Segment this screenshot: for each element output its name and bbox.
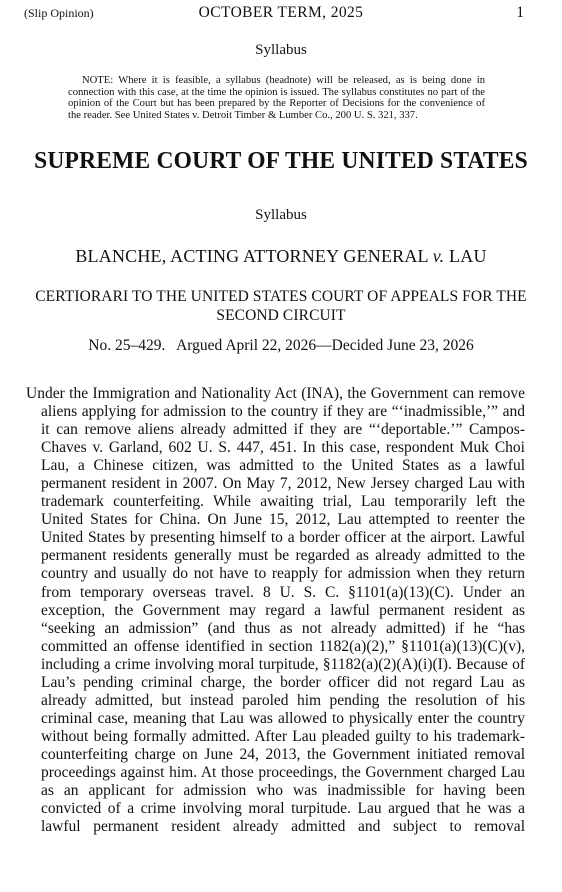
court-title: SUPREME COURT OF THE UNITED STATES [34,147,528,174]
caption-versus: v. [432,246,445,266]
caption-petitioner: BLANCHE, ACTING ATTORNEY GENERAL [75,246,429,266]
certiorari-line: CERTIORARI TO THE UNITED STATES COURT OF APPEALS FOR THE SECOND CIRCUIT [35,288,527,324]
case-caption [0,246,562,267]
syllabus-paragraph: Under the Immigration and Nationality Act (INA), the Government can remove aliens applying for admission to the country if they are “‘inadmissible,’” and it can remove aliens already admitted if they are “‘deportable.’” Campos-Chaves v. Garland, 602 U. S. 447, 451. In this case, respondent Muk Choi Lau, a Chinese citizen, was admitted to the United States as a lawful permanent resident in 2007. On May 7, 2012, New Jersey charged Lau with trademark counterfeiting. While awaiting trial, Lau temporarily left the United States for China. On June 15, 2012, Lau attempted to reenter the United States by presenting himself to a border officer at the airport. Lawful permanent residents generally must be regarded as already admitted to the country and usually do not have to reapply for admission when they return from temporary overseas travel. 8 U. S. C. §1101(a)(13)(C). Under an exception, the Government may regard a lawful permanent resident as “seeking an admission” (and thus as not already admitted) if he “has committed an offense identified in section 1182(a)(2),” §1101(a)(13)(C)(v), including a crime involving moral turpitude, §1182(a)(2)(A)(i)(I). Because of Lau’s pending criminal charge, the border officer did not regard Lau as already admitted, but instead paroled him pending the resolution of his criminal case, meaning that Lau was allowed to physically enter the country without being formally admitted. After Lau pleaded guilty to his trademark-counterfeiting charge on June 24, 2013, the Government initiated removal proceedings against him. At those proceedings, the Government charged Lau as an applicant for admission who was inadmissible for having been convicted of a crime involving moral turpitude. Lau argued that he was a lawful permanent resident already admitted and subject to removal [26,385,525,836]
page-number: 1 [516,4,524,21]
running-header-slip: (Slip Opinion) [24,6,94,20]
caption-respondent: LAU [449,246,487,266]
syllabus-body [26,385,525,836]
syllabus-heading: Syllabus [255,42,307,58]
syllabus-heading-2: Syllabus [255,207,307,223]
reporter-note [68,75,485,122]
docket-line: No. 25–429. Argued April 22, 2026—Decided June 23, 2026 [88,337,474,354]
reporter-note-text: NOTE: Where it is feasible, a syllabus (headnote) will be released, as is being done in connection with this case, at the time the opinion is issued. The syllabus constitutes no part of the opinion of the Court but has been prepared by the Reporter of Decisions for the convenience of the reader. See United States v. Detroit Timber & Lumber Co., 200 U. S. 321, 337. [68,75,485,122]
running-header-term: OCTOBER TERM, 2025 [198,4,364,21]
